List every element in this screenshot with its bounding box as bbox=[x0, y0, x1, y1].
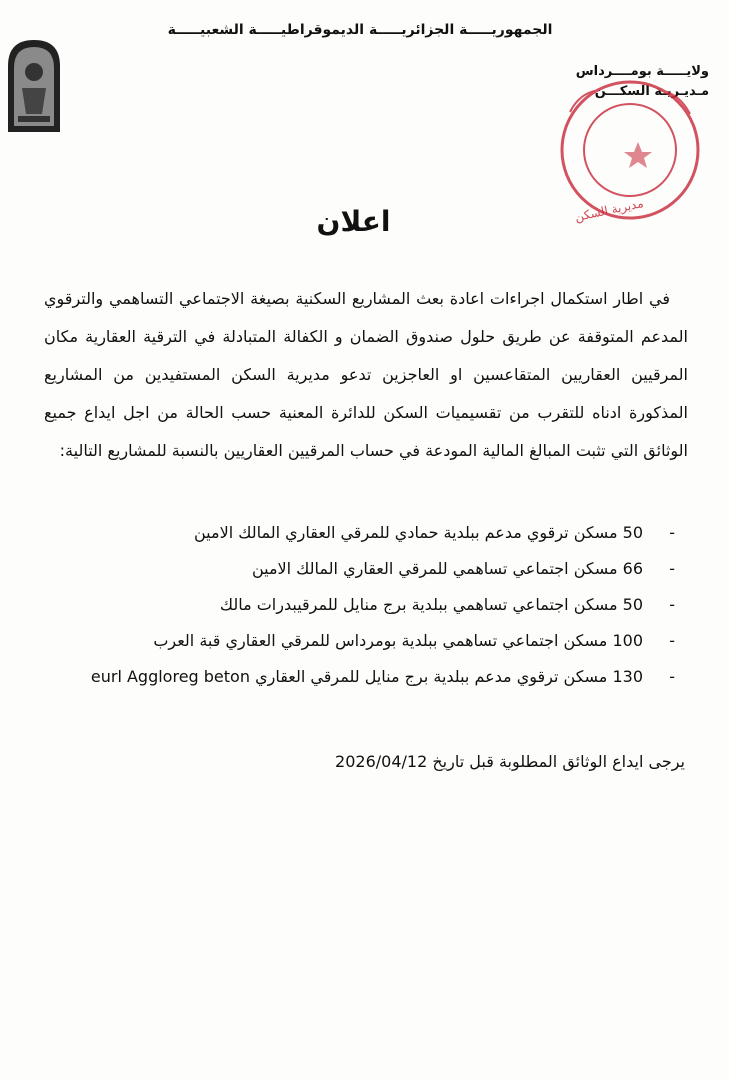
list-item bbox=[60, 587, 675, 623]
project-text: 130 مسكن ترقوي مدعم ببلدية برج منايل للمرقي العقاري eurl Aggloreg beton bbox=[90, 667, 643, 686]
official-emblem-icon bbox=[2, 36, 66, 136]
list-item bbox=[60, 659, 675, 695]
list-item bbox=[60, 623, 675, 659]
list-item bbox=[60, 515, 675, 551]
project-text: 50 مسكن اجتماعي تساهمي ببلدية برج منايل للمرقيبدرات مالك bbox=[219, 595, 643, 614]
announcement-body-text: في اطار استكمال اجراءات اعادة بعث المشاريع السكنية بصيغة الاجتماعي التساهمي والترقوي المدعم المتوقفة عن طريق حلول صندوق الضمان و الكفالة المتبادلة في الترقية العقارية مكان المرقيين العقاريين المتقاعسين او العاجزين تدعو مديرية السكن المستفيدين من المشاريع المذكورة ادناه للتقرب من تقسيميات السكن للدائرة المعنية حسب الحالة من اجل ايداع جميع الوثائق التي تثبت المبالغ المالية المودعة في حساب المرقيين العقاريين بالنسبة للمشاريع التالية: bbox=[44, 289, 688, 460]
list-item bbox=[60, 551, 675, 587]
republic-header: الجمهوريـــــة الجزائريـــــة الديموقراطيـــــة الشعبيـــــة bbox=[167, 22, 553, 38]
stamp-label: مديرية السكن bbox=[573, 195, 645, 225]
wilaya-name: ولايـــــة بومــــرداس bbox=[575, 64, 709, 79]
deadline-note: يرجى ايداع الوثائق المطلوبة قبل تاريخ 2026/04/12 bbox=[335, 752, 685, 771]
directorate-name: مـديـريـة السكـــن bbox=[594, 84, 709, 99]
project-text: 50 مسكن ترقوي مدعم ببلدية حمادي للمرقي العقاري المالك الامين bbox=[194, 523, 643, 542]
project-list bbox=[60, 515, 675, 695]
announcement-title: اعلان bbox=[316, 205, 391, 238]
announcement-body bbox=[44, 280, 688, 470]
dash-bullet: - bbox=[669, 631, 675, 650]
dash-bullet: - bbox=[669, 559, 675, 578]
dash-bullet: - bbox=[669, 667, 675, 686]
project-text: 66 مسكن اجتماعي تساهمي للمرقي العقاري المالك الامين bbox=[251, 559, 643, 578]
dash-bullet: - bbox=[669, 523, 675, 542]
project-text: 100 مسكن اجتماعي تساهمي ببلدية بومرداس للمرقي العقاري قبة العرب bbox=[153, 631, 643, 650]
dash-bullet: - bbox=[669, 595, 675, 614]
